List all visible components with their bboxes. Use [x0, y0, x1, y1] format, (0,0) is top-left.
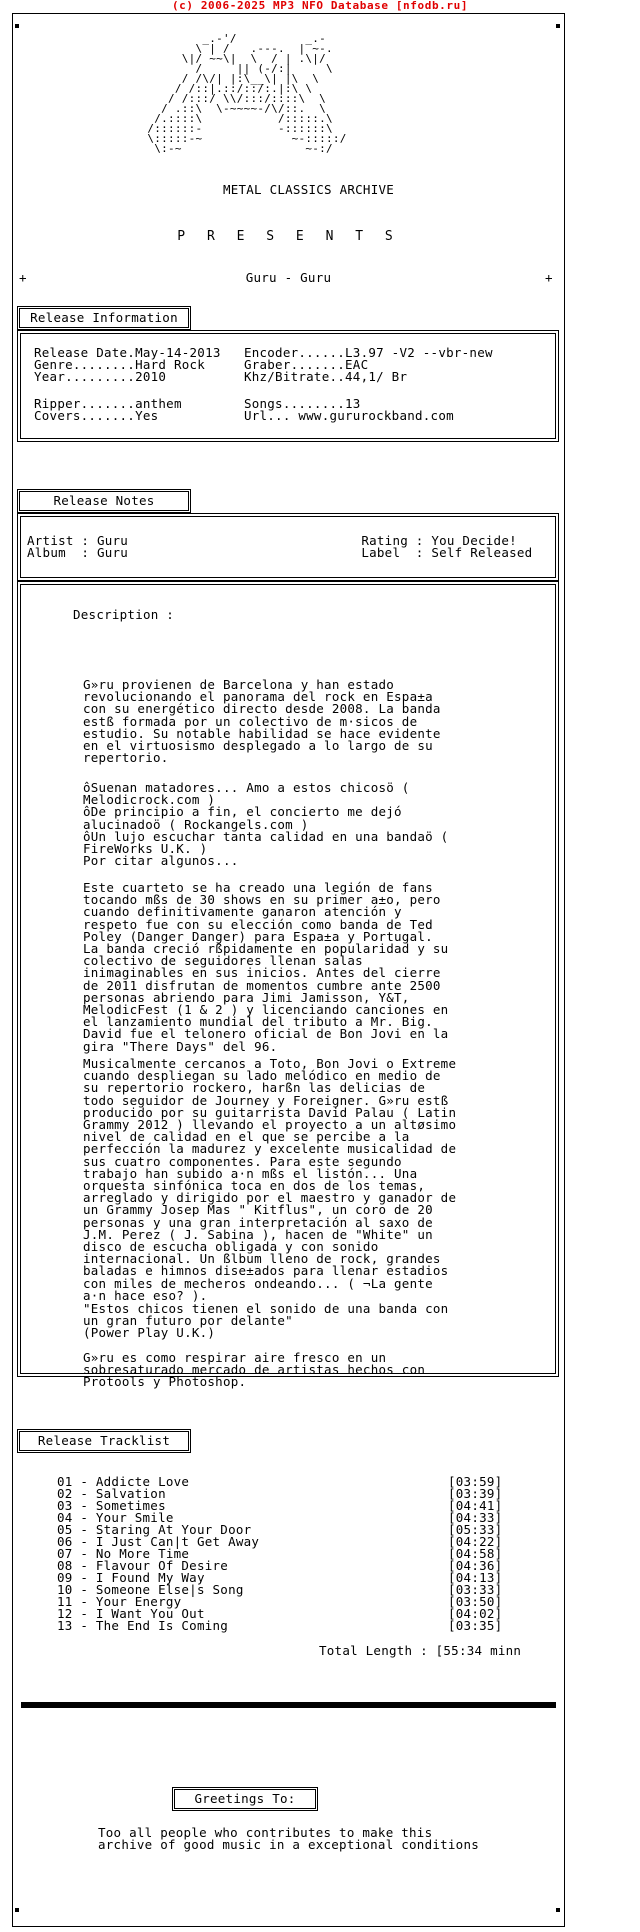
- description-paragraph: ôSuenan matadores... Amo a estos chicosö ( Melodicrock.com ) ôDe principio a fin, el concierto me dejó alucinadoö ( Rockangels.com ) ôUn lujo escuchar tanta calidad en una bandaö ( FireWorks U.K. ) Por citar algunos...: [83, 780, 449, 869]
- track-duration: [04:41]: [448, 1498, 503, 1513]
- track-duration: [04:36]: [448, 1558, 503, 1573]
- info-row: Release Date.May-14-2013 Encoder......L3.97 -V2 --vbr-new: [34, 345, 493, 360]
- corner-dot: [556, 24, 560, 28]
- plus-marker: +: [19, 270, 27, 285]
- description-paragraph: Este cuarteto se ha creado una legión de fans tocando mßs de 30 shows en su primer a±o, pero cuando definitivamente ganaron atención y respeto fue con su elección como banda de Ted Poley (Danger Danger) para Espa±a y Portugal. La banda creció rßpidamente en popularidad y su colectivo de seguidores llenan salas inimaginables en sus inicios. Antes del cierre de 2011 disfrutan de momentos cumbre ante 2500 personas abriendo para Jimi Jamisson, Y&T, MelodicFest (1 & 2 ) y licenciando canciones en el lanzamiento mundial del tributo a Mr. Big. David fue el telonero oficial de Bon Jovi en la gira "There Days" del 96.: [83, 880, 449, 1054]
- track-duration: [04:02]: [448, 1606, 503, 1621]
- greetings-text: Too all people who contributes to make this archive of good music in a exceptional conditions: [98, 1825, 480, 1853]
- description-paragraph: G»ru provienen de Barcelona y han estado revolucionando el panorama del rock en Espa±a con su energético directo desde 2008. La banda estß formada por un colectivo de m·sicos de estudio. Su notable habilidad se hace evidente en el virtuosismo desplegado a lo largo de su repertorio.: [83, 677, 441, 766]
- release-title: Guru - Guru: [245, 270, 332, 285]
- nfo-frame: [12, 13, 565, 1927]
- artist-rating-line: Artist : Guru Rating : You Decide!: [27, 533, 517, 548]
- description-paragraph: Musicalmente cercanos a Toto, Bon Jovi o Extreme cuando despliegan su lado melódico en medio de su repertorio rockero, harßn las delicias de todo seguidor de Journey y Foreigner. G»ru estß producido por su guitarrista David Palau ( Latin Grammy 2012 ) llevando el proyecto a un altøsimo nivel de calidad en el que se percibe a la perfección la madurez y excelente musicalidad de sus cuatro componentes. Para este segundo trabajo han subido a·n mßs el listón... Una orquesta sinfónica toca en dos de los temas, arreglado y dirigido por el maestro y ganador de un Grammy Josep Mas " Kitflus", un coro de 20 personas y una gran interpretación al saxo de J.M. Perez ( J. Sabina ), hacen de "White" un disco de escucha obligada y con sonido internacional. Un ßlbum lleno de rock, grandes baladas e himnos dise±ados para llenar estadios con miles de mecheros ondeando... ( ¬La gente a·n hace eso? ).: [83, 1056, 457, 1303]
- divider-rule: [21, 1702, 556, 1708]
- copyright-header: (c) 2006-2025 MP3 NFO Database [nfodb.ru]: [171, 0, 469, 12]
- track-row: [57, 1618, 503, 1633]
- info-row: Genre........Hard Rock Graber.......EAC: [34, 357, 369, 372]
- info-row: Covers.......Yes Url... www.gururockband.com: [34, 408, 454, 423]
- track-title: 02 - Salvation: [57, 1486, 166, 1501]
- track-duration: [04:33]: [448, 1510, 503, 1525]
- track-duration: [05:33]: [448, 1522, 503, 1537]
- track-duration: [03:35]: [448, 1618, 503, 1633]
- track-title: 03 - Sometimes: [57, 1498, 166, 1513]
- track-title: 05 - Staring At Your Door: [57, 1522, 252, 1537]
- track-duration: [04:22]: [448, 1534, 503, 1549]
- release-notes-header-box: [17, 513, 559, 581]
- track-title: 07 - No More Time: [57, 1546, 190, 1561]
- track-title: 10 - Someone Else|s Song: [57, 1582, 244, 1597]
- tracklist-tab: Release Tracklist: [17, 1429, 191, 1453]
- release-info-box: [17, 330, 559, 442]
- track-duration: [04:13]: [448, 1570, 503, 1585]
- description-box: [17, 581, 559, 1390]
- corner-dot: [556, 1908, 560, 1912]
- track-duration: [03:50]: [448, 1594, 503, 1609]
- plus-marker: +: [545, 270, 553, 285]
- track-title: 11 - Your Energy: [57, 1594, 182, 1609]
- total-length: Total Length : [55:34 minn: [319, 1643, 522, 1658]
- description-label: Description :: [73, 607, 175, 622]
- presents-heading: P R E S E N T S: [177, 229, 400, 244]
- release-info-tab: Release Information: [17, 306, 191, 330]
- logo-caption: METAL CLASSICS ARCHIVE: [222, 182, 395, 197]
- greetings-tab: Greetings To:: [172, 1787, 318, 1811]
- track-title: 09 - I Found My Way: [57, 1570, 205, 1585]
- album-label-line: Album : Guru Label : Self Released: [27, 545, 533, 560]
- track-title: 04 - Your Smile: [57, 1510, 174, 1525]
- info-row: Ripper.......anthem Songs........13: [34, 396, 361, 411]
- corner-dot: [15, 24, 19, 28]
- track-duration: [03:59]: [448, 1474, 503, 1489]
- track-title: 01 - Addicte Love: [57, 1474, 190, 1489]
- track-title: 06 - I Just Can|t Get Away: [57, 1534, 260, 1549]
- track-duration: [04:58]: [448, 1546, 503, 1561]
- release-notes-tab: Release Notes: [17, 489, 191, 513]
- track-title: 08 - Flavour Of Desire: [57, 1558, 229, 1573]
- ascii-logo: _.-'/ _.- \ | / .---. | ~-. \|/ ~~\| \ / | .\|/ / || (-/:| \ / /\/| |:\__\| |\ \ / /::|.::/::/:.|:\ \ / /:::/ \\/:::/::::\ \ / .::\ \-~~~~-/\/::. \ /.::::\ /:::::.\ /::::::- -::::::\ \:::::-~ ~-:::::/ \:-~ ~-:/: [147, 32, 347, 155]
- track-title: 13 - The End Is Coming: [57, 1618, 229, 1633]
- track-duration: [03:39]: [448, 1486, 503, 1501]
- info-row: Year.........2010 Khz/Bitrate..44,1/ Br: [34, 369, 408, 384]
- track-duration: [03:33]: [448, 1582, 503, 1597]
- track-title: 12 - I Want You Out: [57, 1606, 205, 1621]
- corner-dot: [15, 1908, 19, 1912]
- description-paragraph: G»ru es como respirar aire fresco en un sobresaturado mercado de artistas hechos con Protools y Photoshop.: [83, 1350, 426, 1390]
- description-paragraph: "Estos chicos tienen el sonido de una banda con un gran futuro por delante" (Power Play U.K.): [83, 1301, 449, 1341]
